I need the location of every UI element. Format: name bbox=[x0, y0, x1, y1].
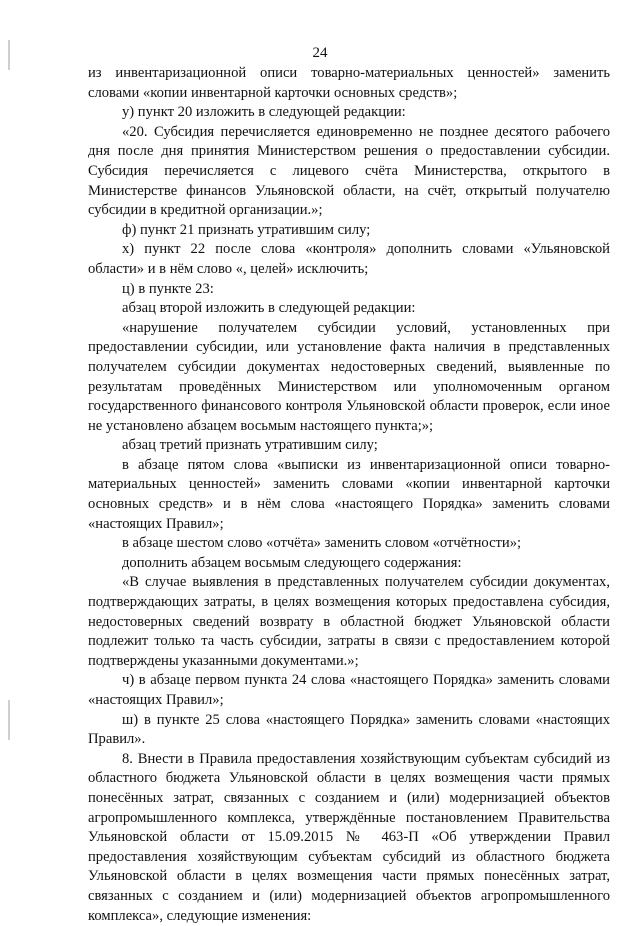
paragraph: ф) пункт 21 признать утратившим силу; bbox=[122, 221, 371, 238]
page-number: 24 bbox=[312, 45, 328, 61]
paragraph: абзац второй изложить в следующей редакции: bbox=[122, 300, 416, 317]
paragraph: абзац третий признать утратившим силу; bbox=[122, 437, 378, 454]
paragraph: ч) в абзаце первом пункта 24 слова «настоящего Порядка» заменить словами «настоящих Правил»; bbox=[88, 672, 610, 708]
paragraph: дополнить абзацем восьмым следующего содержания: bbox=[122, 554, 462, 571]
paragraph: в абзаце пятом слова «выписки из инвентаризационной описи товарно-материальных ценностей» заменить словами «копии инвентарной карточки основных средств» и в нём слова «настоящего Порядка» заменить словами «настоящих Правил»; bbox=[88, 456, 610, 532]
paragraph: 8. Внести в Правила предоставления хозяйствующим субъектам субсидий из областного бюджета Ульяновской области в целях возмещения части прямых понесённых затрат, связанных с созданием и (или) модернизацией объектов агропромышленного комплекса, утверждённые постановлением Правительства Ульяновской области от 15.09.2015 № 463-П «Об утверждении Правил предоставления хозяйствующим субъектам субсидий из областного бюджета Ульяновской области в целях возмещения части прямых понесённых затрат, связанных с созданием и (или) модернизацией объектов агропромышленного комплекса», следующие изменения: bbox=[88, 750, 610, 924]
paragraph: в абзаце шестом слово «отчёта» заменить словом «отчётности»; bbox=[122, 535, 522, 552]
document-body bbox=[88, 64, 610, 926]
paragraph: ш) в пункте 25 слова «настоящего Порядка» заменить словами «настоящих Правил». bbox=[88, 711, 610, 748]
paragraph: «20. Субсидия перечисляется единовременно не позднее десятого рабочего дня после дня принятия Министерством решения о предоставлении субсидии. Субсидия перечисляется с лицевого счёта Министерства, открытого в Министерстве финансов Ульяновской области, на счёт, открытый получателю субсидии в кредитной организации.»; bbox=[88, 123, 610, 219]
paragraph: «нарушение получателем субсидии условий, установленных при предоставлении субсидии, или установление факта наличия в представленных получателем субсидии документах недостоверных сведений, выявленные по результатам проведённых Министерством или уполномоченным органом государственного финансового контроля Ульяновской области проверок, если иное не установлено абзацем восьмым настоящего пункта;»; bbox=[88, 319, 610, 434]
paragraph: у) пункт 20 изложить в следующей редакции: bbox=[122, 104, 406, 121]
paragraph: «В случае выявления в представленных получателем субсидии документах, подтверждающих затраты, в целях возмещения которых предоставлена субсидия, недостоверных сведений возврату в областной бюджет Ульяновской области подлежит только та часть субсидии, затраты в связи с предоставлением которой подтверждены указанными документами.»; bbox=[88, 574, 610, 669]
paragraph: х) пункт 22 после слова «контроля» дополнить словами «Ульяновской области» и в нём слово «, целей» исключить; bbox=[88, 241, 610, 277]
paragraph: из инвентаризационной описи товарно-материальных ценностей» заменить словами «копии инвентарной карточки основных средств»; bbox=[88, 65, 610, 101]
scan-edge-mark-bottom bbox=[8, 700, 10, 740]
paragraph: ц) в пункте 23: bbox=[122, 280, 214, 297]
